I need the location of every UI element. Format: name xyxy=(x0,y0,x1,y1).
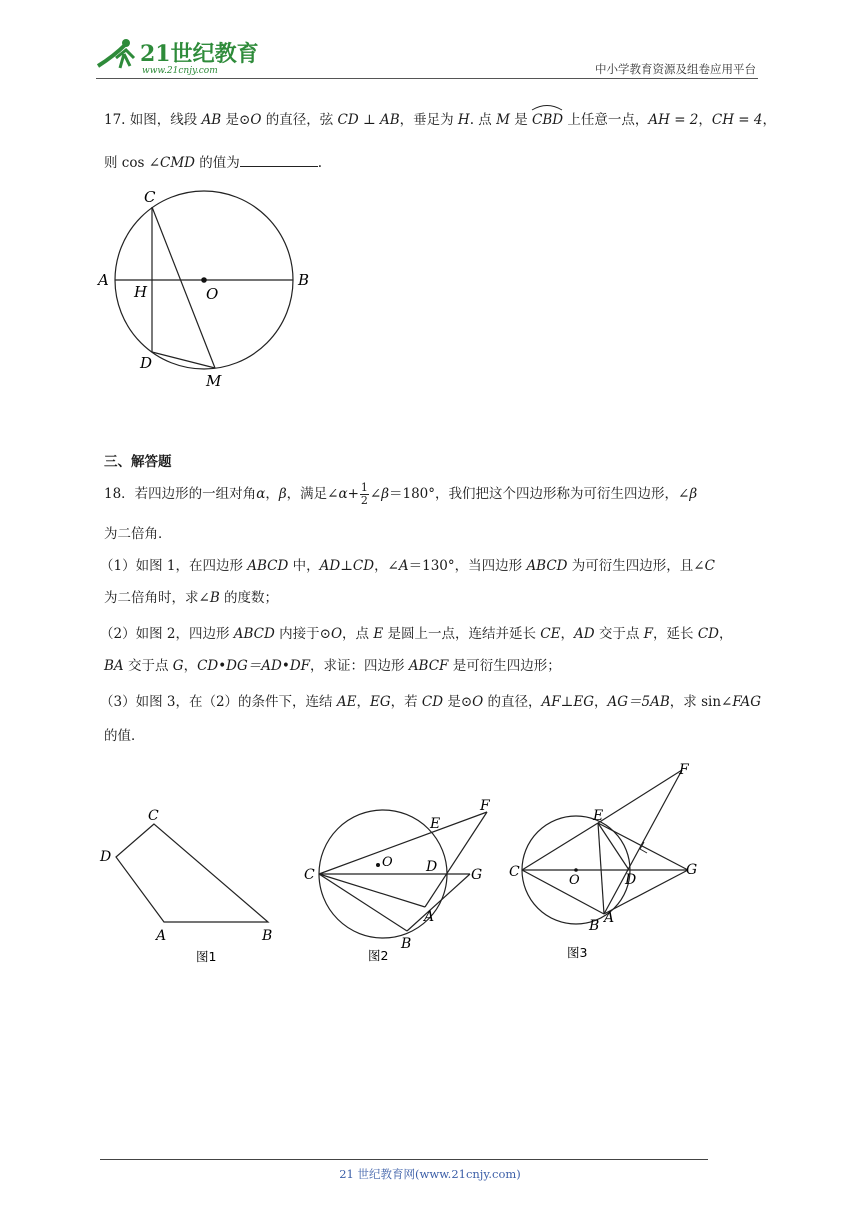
fig2-label-o: O xyxy=(382,855,393,870)
fig3-label-e: E xyxy=(593,808,604,824)
center-dot xyxy=(201,277,207,283)
q18-line1: 18．若四边形的一组对角α，β，满足∠α+ $\frac{1}{2}$ ∠β＝180°，我们把这个四边形称为可衍生四边形，∠β xyxy=(104,481,698,507)
fig2-label-d: D xyxy=(426,859,438,875)
segment-dm xyxy=(152,352,215,368)
fig3-label-b: B xyxy=(589,918,600,934)
label-m: M xyxy=(206,372,222,390)
label-h: H xyxy=(134,283,148,301)
fig3-label-a: A xyxy=(604,910,615,926)
fig2-label-c: C xyxy=(304,867,315,883)
figure-17 xyxy=(90,180,330,395)
label-o: O xyxy=(206,285,219,303)
fig3-label-o: O xyxy=(569,873,580,888)
header-divider xyxy=(96,78,758,79)
fig3-label-f: F xyxy=(679,762,689,778)
figure-2 xyxy=(300,795,500,970)
fig3-label-c: C xyxy=(509,864,520,880)
fig2-label-b: B xyxy=(401,936,412,952)
label-d: D xyxy=(140,354,153,372)
q18-line2: 为二倍角． xyxy=(104,526,172,542)
header-platform-text: 中小学教育资源及组卷应用平台 xyxy=(595,62,756,76)
fig2-label-a: A xyxy=(424,909,435,925)
q18-part1-line2: 为二倍角时，求∠B 的度数； xyxy=(104,590,279,606)
fig1-label-a: A xyxy=(156,928,167,944)
label-b: B xyxy=(298,271,310,289)
q18-part3-line1: （3）如图 3，在（2）的条件下，连结 AE，EG，若 CD 是⊙O 的直径，AF⊥EG，AG＝5AB，求 sin∠FAG xyxy=(100,694,762,710)
fig3-label-g: G xyxy=(686,862,698,878)
q18-part2-line2: BA 交于点 G，CD•DG＝AD•DF，求证：四边形 ABCF 是可衍生四边形； xyxy=(104,658,561,674)
fig1-label-c: C xyxy=(148,808,159,824)
quad-abcd xyxy=(116,824,268,922)
logo-text: 21世纪教育 xyxy=(140,41,259,67)
footer-divider xyxy=(100,1159,708,1160)
section-title: 三、解答题 xyxy=(104,454,172,470)
label-c: C xyxy=(144,188,156,206)
fig2-caption: 图2 xyxy=(368,948,389,963)
logo-url: www.21cnjy.com xyxy=(142,66,218,76)
fig2-label-f: F xyxy=(480,798,490,814)
figure-1 xyxy=(96,800,286,970)
q18-part1-line1: （1）如图 1，在四边形 ABCD 中，AD⊥CD，∠A＝130°，当四边形 ABCD 为可衍生四边形，且∠C xyxy=(100,558,715,574)
fig3-caption: 图3 xyxy=(567,945,588,960)
fig2-label-e: E xyxy=(430,816,441,832)
footer-link[interactable]: 21 世纪教育网(www.21cnjy.com) xyxy=(339,1167,521,1181)
q18-part3-line2: 的值． xyxy=(104,728,145,744)
arc-cbd: CBD xyxy=(532,110,563,130)
q17-line2: 则 cos ∠CMD 的值为 . xyxy=(104,152,322,173)
q18-part2-line1: （2）如图 2，四边形 ABCD 内接于⊙O，点 E 是圆上一点，连结并延长 CE，AD 交于点 F，延长 CD， xyxy=(100,626,733,642)
q17-line1: 17. 如图，线段 AB 是⊙O 的直径，弦 CD ⊥ AB，垂足为 H. 点 M 是 CBD 上任意一点，AH = 2，CH = 4， xyxy=(104,110,776,130)
figure-3 xyxy=(505,760,715,970)
fig1-label-b: B xyxy=(262,928,273,944)
answer-blank[interactable] xyxy=(240,152,318,167)
site-logo xyxy=(96,36,266,78)
fig1-caption: 图1 xyxy=(196,949,217,964)
fig1-label-d: D xyxy=(100,849,112,865)
fig3-label-d: D xyxy=(625,872,637,888)
fig2-label-g: G xyxy=(471,867,483,883)
label-a: A xyxy=(98,271,109,289)
fraction-half: $\frac{1}{2}$ xyxy=(360,481,368,507)
